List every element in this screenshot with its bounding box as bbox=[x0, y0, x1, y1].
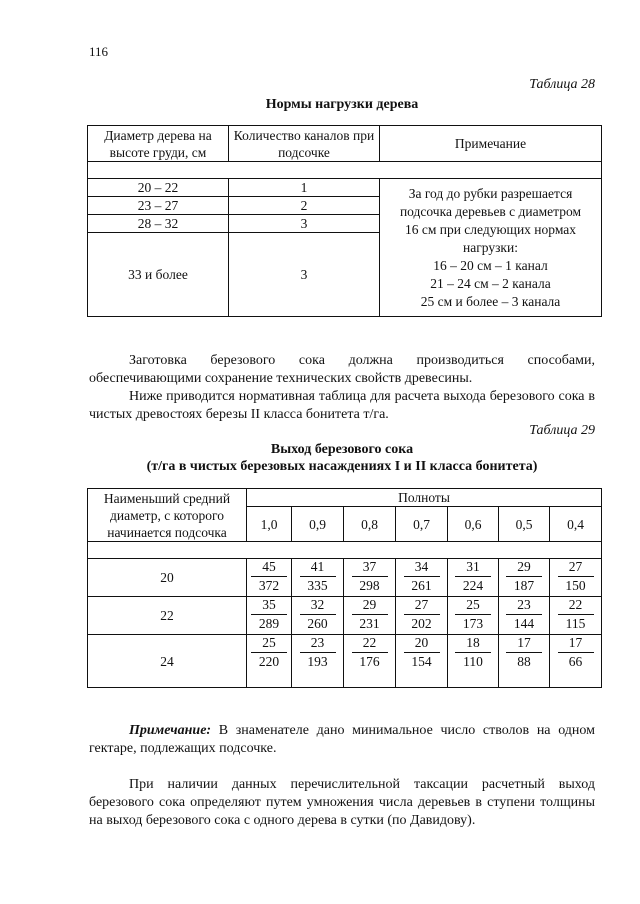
t29-yield-cell bbox=[344, 635, 396, 688]
t28-header-diameter: Диаметр дерева на высоте груди, см bbox=[88, 126, 229, 162]
t29-yield-cell bbox=[499, 559, 550, 597]
table29-title-line2: (т/га в чистых березовых насаждениях I и II класса бонитета) bbox=[146, 459, 538, 474]
t29-yield-cell bbox=[448, 597, 499, 635]
t29-yield-denominator: 335 bbox=[307, 578, 328, 593]
t29-yield-cell bbox=[396, 635, 448, 688]
t28-cell-channels: 3 bbox=[229, 233, 380, 317]
t29-cell-diameter: 24 bbox=[88, 635, 247, 688]
t29-yield-numerator: 22 bbox=[558, 597, 594, 615]
t29-yield-numerator: 20 bbox=[404, 635, 440, 653]
t29-yield-denominator: 173 bbox=[462, 616, 484, 631]
t29-yield-numerator: 37 bbox=[352, 559, 388, 577]
t29-cell-diameter: 20 bbox=[88, 559, 247, 597]
t29-yield-cell bbox=[292, 559, 344, 597]
t29-yield-numerator: 22 bbox=[352, 635, 388, 653]
t28-note-line: нагрузки: bbox=[463, 239, 518, 255]
t28-note-line: 16 см при следующих нормах bbox=[404, 221, 577, 237]
note-text: В знаменателе дано минимальное число стволов на одном гектаре, подлежащих подсочке. bbox=[89, 723, 595, 756]
t29-yield-numerator: 31 bbox=[455, 559, 491, 577]
t28-spacer-row bbox=[88, 162, 602, 179]
t29-yield-numerator: 35 bbox=[251, 597, 287, 615]
table29 bbox=[87, 488, 602, 688]
t29-yield-numerator: 18 bbox=[455, 635, 491, 653]
t29-yield-cell bbox=[550, 597, 602, 635]
paragraph-1: Заготовка березового сока должна производиться способами, обеспечивающими сохранение технических свойств древесины. bbox=[89, 353, 595, 386]
t29-yield-denominator: 261 bbox=[411, 578, 432, 593]
t29-yield-denominator: 231 bbox=[359, 616, 380, 631]
t28-cell-diameter: 20 – 22 bbox=[88, 179, 229, 197]
t29-yield-cell bbox=[344, 597, 396, 635]
t28-cell-diameter: 23 – 27 bbox=[88, 197, 229, 215]
table29-title-line1: Выход березового сока bbox=[270, 442, 414, 457]
t28-header-channels: Количество каналов при подсочке bbox=[229, 126, 380, 162]
t29-yield-denominator: 187 bbox=[513, 578, 535, 593]
t29-yield-cell bbox=[550, 635, 602, 688]
t29-yield-cell bbox=[292, 635, 344, 688]
t28-note-line: 16 – 20 см – 1 канал bbox=[433, 257, 548, 273]
paragraph-2: Ниже приводится нормативная таблица для расчета выхода березового сока в чистых древостоях березы II класса бонитета т/га. bbox=[89, 389, 595, 422]
t29-yield-denominator: 115 bbox=[565, 616, 586, 631]
table28-caption: Таблица 28 bbox=[529, 77, 595, 92]
t29-yield-numerator: 25 bbox=[455, 597, 491, 615]
t29-density-header: 0,5 bbox=[499, 507, 550, 542]
table28-title: Нормы нагрузки дерева bbox=[265, 97, 419, 112]
t28-note-line: 21 – 24 см – 2 канала bbox=[430, 275, 551, 291]
t29-spacer-row bbox=[88, 542, 602, 559]
page-number: 116 bbox=[89, 44, 109, 59]
t29-yield-denominator: 66 bbox=[568, 654, 583, 669]
note-label: Примечание: bbox=[129, 723, 212, 738]
t28-cell-channels: 2 bbox=[229, 197, 380, 215]
t29-density-header: 0,6 bbox=[448, 507, 499, 542]
t29-yield-denominator: 176 bbox=[359, 654, 380, 669]
t29-yield-cell bbox=[448, 559, 499, 597]
t29-yield-cell bbox=[499, 635, 550, 688]
table28 bbox=[87, 125, 602, 317]
paragraph-3: При наличии данных перечислительной таксации расчетный выход березового сока определяют путем умножения числа деревьев в ступени толщины на выход березового сока с одного дерева в сутки (по Давидову). bbox=[89, 777, 595, 828]
t29-yield-cell bbox=[247, 597, 292, 635]
t29-yield-denominator: 154 bbox=[411, 654, 432, 669]
t29-yield-cell bbox=[499, 597, 550, 635]
t29-cell-diameter: 22 bbox=[88, 597, 247, 635]
t29-header-diameter: Наименьший средний диаметр, с которого начинается подсочка bbox=[88, 489, 247, 542]
t29-yield-numerator: 17 bbox=[558, 635, 594, 653]
t29-yield-numerator: 27 bbox=[404, 597, 440, 615]
t29-yield-denominator: 298 bbox=[359, 578, 380, 593]
t29-yield-denominator: 224 bbox=[462, 578, 484, 593]
t29-yield-numerator: 32 bbox=[300, 597, 336, 615]
t29-yield-denominator: 144 bbox=[513, 616, 535, 631]
t29-density-header: 0,7 bbox=[396, 507, 448, 542]
t29-yield-numerator: 17 bbox=[506, 635, 542, 653]
t29-yield-denominator: 289 bbox=[258, 616, 280, 631]
t29-density-header: 0,4 bbox=[550, 507, 602, 542]
t29-yield-cell bbox=[550, 559, 602, 597]
t29-header-density-group: Полноты bbox=[247, 489, 602, 507]
t29-yield-numerator: 45 bbox=[251, 559, 287, 577]
t29-yield-denominator: 260 bbox=[307, 616, 328, 631]
t29-yield-numerator: 25 bbox=[251, 635, 287, 653]
t29-density-header: 1,0 bbox=[247, 507, 292, 542]
t29-yield-numerator: 23 bbox=[506, 597, 542, 615]
t28-note-line: За год до рубки разрешается bbox=[408, 185, 573, 201]
t29-yield-cell bbox=[448, 635, 499, 688]
t29-yield-denominator: 88 bbox=[517, 654, 531, 669]
t29-yield-cell bbox=[247, 635, 292, 688]
t29-yield-numerator: 29 bbox=[506, 559, 542, 577]
t29-yield-cell bbox=[344, 559, 396, 597]
t28-cell-diameter: 33 и более bbox=[88, 233, 229, 317]
t29-yield-denominator: 372 bbox=[258, 578, 280, 593]
t29-yield-numerator: 34 bbox=[404, 559, 440, 577]
t29-yield-numerator: 23 bbox=[300, 635, 336, 653]
t29-yield-cell bbox=[292, 597, 344, 635]
t28-note-cell bbox=[380, 179, 602, 317]
t29-yield-cell bbox=[396, 559, 448, 597]
t28-cell-diameter: 28 – 32 bbox=[88, 215, 229, 233]
t29-yield-denominator: 193 bbox=[307, 654, 328, 669]
t28-header-note: Примечание bbox=[380, 126, 602, 162]
t29-yield-numerator: 29 bbox=[352, 597, 388, 615]
t29-yield-numerator: 41 bbox=[300, 559, 336, 577]
t29-yield-cell bbox=[396, 597, 448, 635]
t29-yield-denominator: 150 bbox=[565, 578, 586, 593]
t29-yield-cell bbox=[247, 559, 292, 597]
t28-cell-channels: 3 bbox=[229, 215, 380, 233]
t29-yield-denominator: 110 bbox=[463, 654, 483, 669]
note-paragraph bbox=[89, 722, 595, 758]
t28-note-line: 25 см и более – 3 канала bbox=[420, 293, 561, 309]
t29-density-header: 0,8 bbox=[344, 507, 396, 542]
t29-density-header: 0,9 bbox=[292, 507, 344, 542]
t28-cell-channels: 1 bbox=[229, 179, 380, 197]
t29-yield-denominator: 220 bbox=[258, 654, 280, 669]
t28-note-line: подсочка деревьев с диаметром bbox=[399, 203, 582, 219]
t29-yield-numerator: 27 bbox=[558, 559, 594, 577]
t29-yield-denominator: 202 bbox=[411, 616, 432, 631]
table29-caption: Таблица 29 bbox=[529, 423, 595, 438]
